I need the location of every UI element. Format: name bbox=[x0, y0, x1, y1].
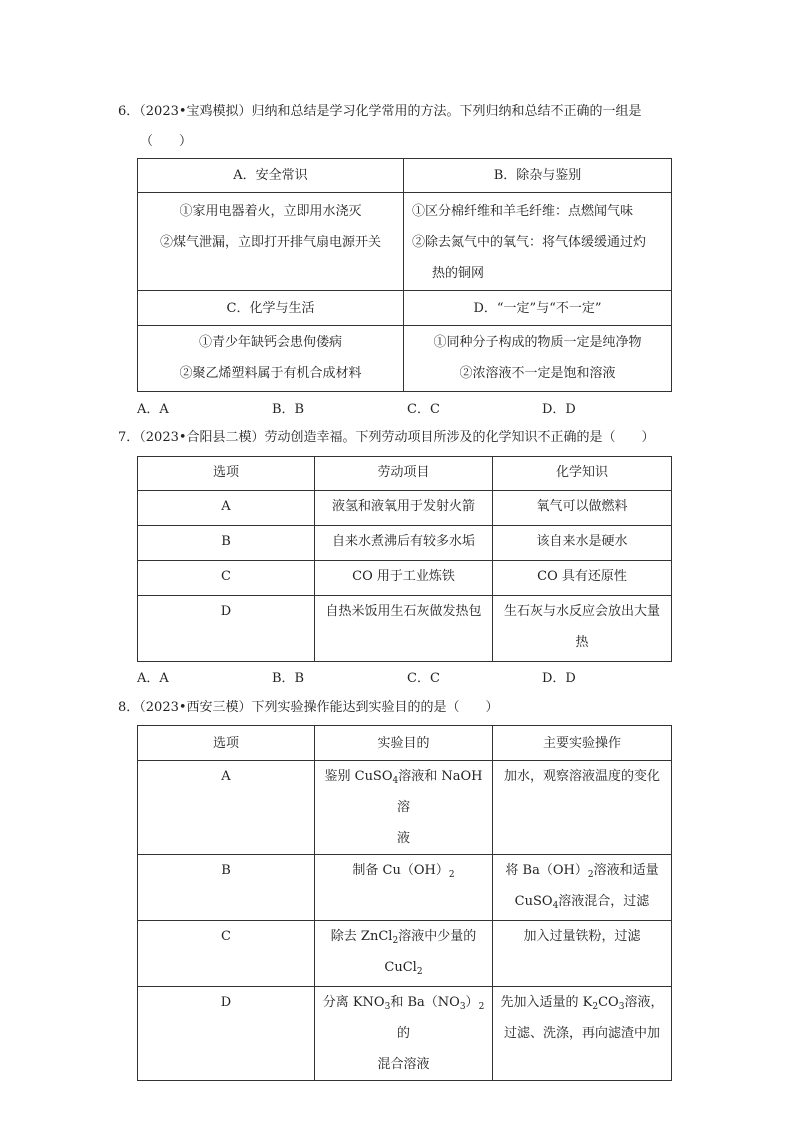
q7-row-d-knowledge-line1: 生石灰与水反应会放出大量 bbox=[503, 604, 660, 619]
text: 溶液和 NaOH 溶 bbox=[396, 769, 483, 815]
text: 溶液中少量的 bbox=[398, 929, 477, 944]
q6-d-item-1: ①同种分子构成的物质一定是纯净物 bbox=[433, 335, 642, 350]
q6-b-item-2-cont: 热的铜网 bbox=[432, 266, 485, 281]
q6-a-cell bbox=[138, 193, 404, 291]
q7-header-option: 选项 bbox=[138, 457, 315, 491]
text: 溶液， bbox=[624, 995, 664, 1010]
q7-option-a[interactable]: A．A bbox=[137, 671, 169, 686]
q8-header-purpose: 实验目的 bbox=[315, 726, 493, 761]
text: CuCl bbox=[384, 960, 417, 975]
q6-a-item-1: ①家用电器着火，立即用水浇灭 bbox=[179, 204, 362, 219]
q6-c-item-1: ①青少年缺钙会患佝偻病 bbox=[198, 335, 342, 350]
subscript: 2 bbox=[448, 870, 455, 880]
q6-options bbox=[137, 398, 677, 417]
q6-option-a[interactable]: A．A bbox=[137, 402, 169, 417]
q7-row-a-task: 液氢和液氧用于发射火箭 bbox=[315, 491, 493, 526]
q7-header-task: 劳动项目 bbox=[315, 457, 493, 491]
q8-row-a-purpose bbox=[315, 761, 493, 855]
q6-option-d[interactable]: D．D bbox=[542, 402, 576, 417]
q7-row-d-knowledge bbox=[493, 596, 672, 662]
q7-table bbox=[137, 456, 672, 662]
subscript: 2 bbox=[478, 1002, 485, 1012]
q6-a-item-2: ②煤气泄漏，立即打开排气扇电源开关 bbox=[159, 235, 381, 250]
text: CO bbox=[598, 995, 619, 1010]
q7-row-a-knowledge: 氧气可以做燃料 bbox=[493, 491, 672, 526]
q6-c-cell bbox=[138, 326, 404, 392]
subscript: 4 bbox=[552, 901, 559, 911]
q7-option-b[interactable]: B．B bbox=[272, 671, 305, 686]
text: ） bbox=[465, 995, 479, 1010]
subscript: 3 bbox=[459, 1002, 466, 1012]
q8-stem: 8．（2023•西安三模）下列实验操作能达到实验目的的是（ ） bbox=[118, 700, 499, 715]
q8-row-b-operation bbox=[493, 855, 672, 921]
subscript: 3 bbox=[618, 1002, 625, 1012]
subscript: 2 bbox=[587, 870, 594, 880]
q7-header-knowledge: 化学知识 bbox=[493, 457, 672, 491]
q8-row-a-label: A bbox=[138, 761, 315, 855]
subscript: 3 bbox=[384, 1002, 391, 1012]
subscript: 2 bbox=[592, 1002, 599, 1012]
subscript: 2 bbox=[392, 936, 399, 946]
text: 将 Ba（OH） bbox=[505, 863, 588, 878]
q8-row-c-operation: 加入过量铁粉，过滤 bbox=[493, 921, 672, 987]
q6-stem: 6．（2023•宝鸡模拟）归纳和总结是学习化学常用的方法。下列归纳和总结不正确的一组是 bbox=[118, 104, 642, 119]
q6-d-cell bbox=[404, 326, 672, 392]
q6-b-item-2: ②除去氮气中的氧气：将气体缓缓通过灼 bbox=[412, 235, 647, 250]
q6-b-cell bbox=[404, 193, 672, 291]
q6-d-heading: D．“一定”与“不一定” bbox=[404, 291, 672, 326]
q8-header-operation: 主要实验操作 bbox=[493, 726, 672, 761]
table-row bbox=[138, 491, 672, 526]
table-row bbox=[138, 921, 672, 987]
q6-table bbox=[137, 158, 672, 392]
q6-c-item-2: ②聚乙烯塑料属于有机合成材料 bbox=[179, 366, 362, 381]
q7-row-b-task: 自来水煮沸后有较多水垢 bbox=[315, 526, 493, 561]
table-row bbox=[138, 526, 672, 561]
q7-row-c-label: C bbox=[138, 561, 315, 596]
q6-c-heading: C．化学与生活 bbox=[138, 291, 404, 326]
q8-row-a-operation: 加水，观察溶液温度的变化 bbox=[493, 761, 672, 855]
q7-row-b-label: B bbox=[138, 526, 315, 561]
q8-row-d-label: D bbox=[138, 987, 315, 1081]
table-row bbox=[138, 561, 672, 596]
text: CuSO bbox=[514, 894, 553, 909]
text: 和 Ba（NO bbox=[390, 995, 460, 1010]
q6-b-heading: B．除杂与鉴别 bbox=[404, 159, 672, 193]
q7-row-c-knowledge: CO 具有还原性 bbox=[493, 561, 672, 596]
q6-option-b[interactable]: B．B bbox=[272, 402, 305, 417]
q6-b-item-1: ①区分棉纤维和羊毛纤维：点燃闻气味 bbox=[412, 204, 634, 219]
q6-a-heading: A．安全常识 bbox=[138, 159, 404, 193]
q7-row-d-label: D bbox=[138, 596, 315, 662]
q7-row-a-label: A bbox=[138, 491, 315, 526]
table-row bbox=[138, 987, 672, 1081]
q8-row-c-label: C bbox=[138, 921, 315, 987]
q7-row-d-task: 自热米饭用生石灰做发热包 bbox=[315, 596, 493, 662]
subscript: 4 bbox=[392, 776, 399, 786]
q8-table bbox=[137, 725, 672, 1081]
text: 的 bbox=[396, 1026, 410, 1041]
q6-option-c[interactable]: C．C bbox=[407, 402, 440, 417]
q7-row-c-task: CO 用于工业炼铁 bbox=[315, 561, 493, 596]
table-row bbox=[138, 761, 672, 855]
text: 除去 ZnCl bbox=[330, 929, 393, 944]
table-row bbox=[138, 596, 672, 662]
text: 溶液混合，过滤 bbox=[558, 894, 650, 909]
text: 液 bbox=[396, 831, 410, 846]
text: 制备 Cu（OH） bbox=[352, 863, 449, 878]
q7-row-b-knowledge: 该自来水是硬水 bbox=[493, 526, 672, 561]
q8-row-d-operation bbox=[493, 987, 672, 1081]
q7-options bbox=[137, 667, 677, 686]
text: 先加入适量的 K bbox=[500, 995, 593, 1010]
q8-row-c-purpose bbox=[315, 921, 493, 987]
q8-row-d-purpose bbox=[315, 987, 493, 1081]
q7-option-d[interactable]: D．D bbox=[542, 671, 576, 686]
text: 鉴别 CuSO bbox=[324, 769, 393, 784]
q8-row-b-label: B bbox=[138, 855, 315, 921]
text: 分离 KNO bbox=[322, 995, 385, 1010]
q7-row-d-knowledge-line2: 热 bbox=[575, 635, 589, 650]
q8-row-b-purpose bbox=[315, 855, 493, 921]
text: 过滤、洗涤，再向滤渣中加 bbox=[503, 1026, 660, 1041]
q6-answer-blank: （ ） bbox=[140, 134, 193, 149]
q7-stem: 7．（2023•合阳县二模）劳动创造幸福。下列劳动项目所涉及的化学知识不正确的是（ ） bbox=[118, 430, 655, 445]
q7-option-c[interactable]: C．C bbox=[407, 671, 440, 686]
q8-header-option: 选项 bbox=[138, 726, 315, 761]
subscript: 2 bbox=[416, 967, 423, 977]
table-row bbox=[138, 855, 672, 921]
q6-d-item-2: ②浓溶液不一定是饱和溶液 bbox=[459, 366, 616, 381]
text: 混合溶液 bbox=[377, 1057, 430, 1072]
text: 溶液和适量 bbox=[593, 863, 659, 878]
